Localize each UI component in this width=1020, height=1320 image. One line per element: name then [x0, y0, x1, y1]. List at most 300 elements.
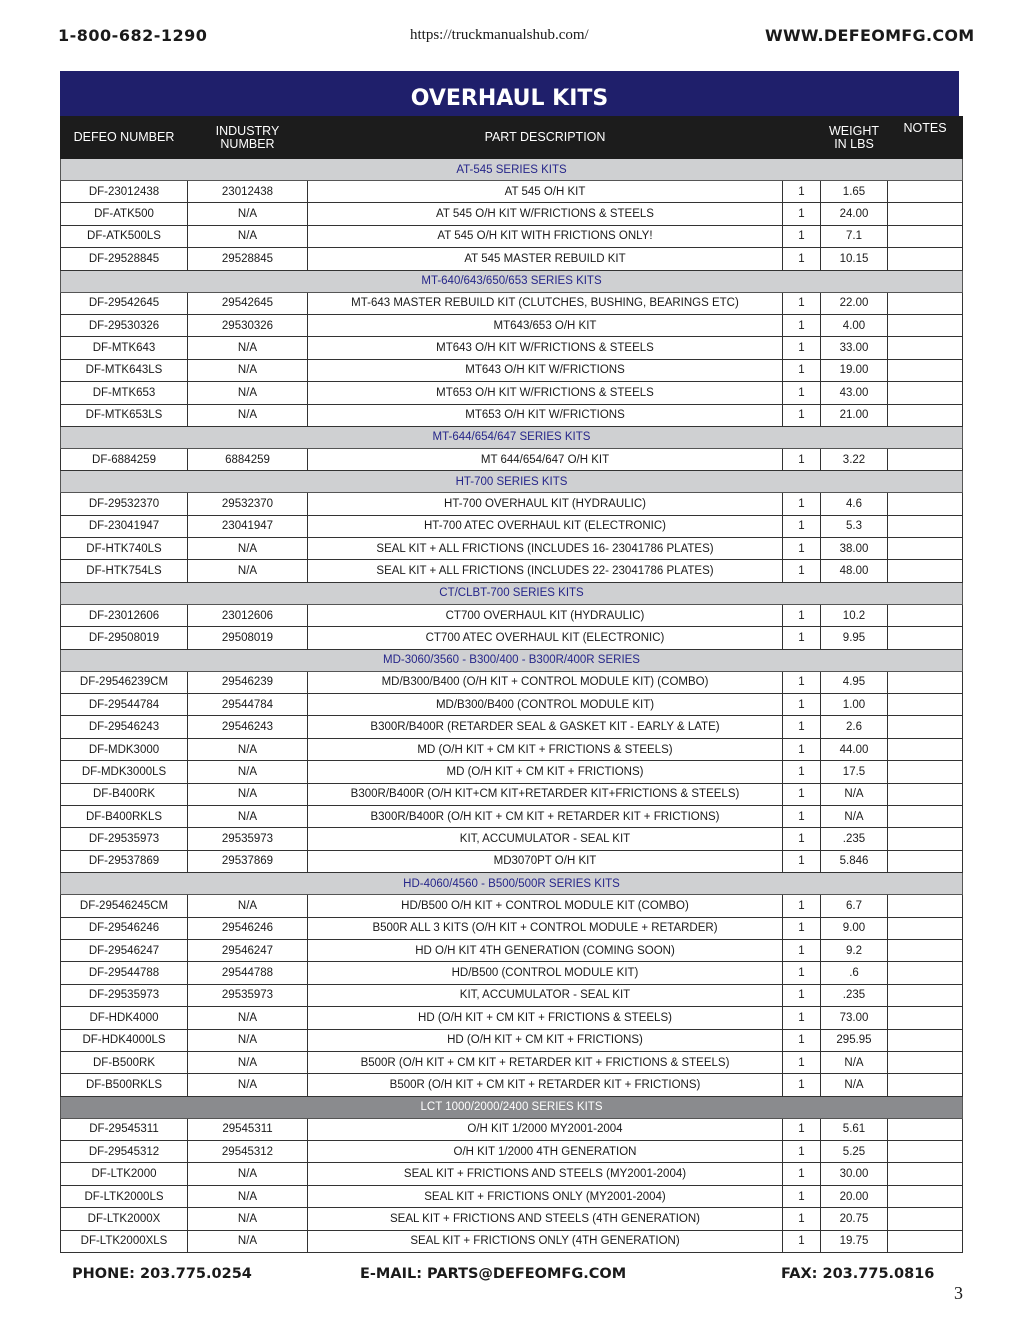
table-row	[61, 1118, 963, 1140]
weight-cell: 3.22	[821, 448, 888, 470]
table-row	[61, 694, 963, 716]
part-description-cell: B500R ALL 3 KITS (O/H KIT + CONTROL MODULE + RETARDER)	[308, 917, 783, 939]
part-description-cell: O/H KIT 1/2000 MY2001-2004	[308, 1118, 783, 1140]
defeo-number-cell: DF-HDK4000	[61, 1007, 188, 1029]
notes-cell	[888, 337, 963, 359]
part-description-cell: HD (O/H KIT + CM KIT + FRICTIONS & STEELS)	[308, 1007, 783, 1029]
industry-number-cell: N/A	[188, 359, 308, 381]
section-header-row	[61, 1096, 963, 1118]
weight-cell: 10.15	[821, 248, 888, 270]
table-row	[61, 761, 963, 783]
industry-number-cell: N/A	[188, 203, 308, 225]
part-description-cell: MT653 O/H KIT W/FRICTIONS & STEELS	[308, 382, 783, 404]
defeo-number-cell: DF-29542645	[61, 292, 188, 314]
defeo-number-cell: DF-23041947	[61, 515, 188, 537]
defeo-number-cell: DF-MTK653LS	[61, 404, 188, 426]
part-description-cell: MD/B300/B400 (O/H KIT + CONTROL MODULE KIT) (COMBO)	[308, 671, 783, 693]
notes-cell	[888, 1007, 963, 1029]
defeo-number-cell: DF-29532370	[61, 493, 188, 515]
table-row	[61, 1007, 963, 1029]
qty-cell: 1	[783, 716, 821, 738]
table-body	[61, 159, 963, 1253]
defeo-number-cell: DF-MDK3000	[61, 738, 188, 760]
qty-cell: 1	[783, 1185, 821, 1207]
notes-cell	[888, 538, 963, 560]
qty-cell: 1	[783, 225, 821, 247]
industry-number-cell: 29546239	[188, 671, 308, 693]
defeo-number-cell: DF-29546247	[61, 939, 188, 961]
notes-cell	[888, 783, 963, 805]
notes-cell	[888, 1208, 963, 1230]
part-description-cell: B500R (O/H KIT + CM KIT + RETARDER KIT + FRICTIONS & STEELS)	[308, 1051, 783, 1073]
part-description-cell: MT-643 MASTER REBUILD KIT (CLUTCHES, BUSHING, BEARINGS ETC)	[308, 292, 783, 314]
notes-cell	[888, 1141, 963, 1163]
part-description-cell: HD (O/H KIT + CM KIT + FRICTIONS)	[308, 1029, 783, 1051]
table-row	[61, 962, 963, 984]
weight-cell: 19.00	[821, 359, 888, 381]
section-title: HT-700 SERIES KITS	[61, 471, 963, 493]
notes-cell	[888, 1029, 963, 1051]
qty-cell: 1	[783, 828, 821, 850]
defeo-number-cell: DF-29544784	[61, 694, 188, 716]
qty-cell: 1	[783, 1230, 821, 1252]
weight-cell: 1.65	[821, 181, 888, 203]
notes-cell	[888, 604, 963, 626]
industry-number-cell: N/A	[188, 1185, 308, 1207]
industry-number-cell: N/A	[188, 1074, 308, 1096]
weight-cell: 5.846	[821, 850, 888, 872]
section-header-row	[61, 873, 963, 895]
defeo-number-cell: DF-6884259	[61, 448, 188, 470]
part-description-cell: MT643/653 O/H KIT	[308, 314, 783, 336]
qty-cell: 1	[783, 203, 821, 225]
qty-cell: 1	[783, 1074, 821, 1096]
table-row	[61, 359, 963, 381]
defeo-number-cell: DF-B500RK	[61, 1051, 188, 1073]
table-row	[61, 1230, 963, 1252]
defeo-number-cell: DF-MDK3000LS	[61, 761, 188, 783]
industry-number-cell: N/A	[188, 382, 308, 404]
industry-number-cell: N/A	[188, 1051, 308, 1073]
industry-number-cell: N/A	[188, 560, 308, 582]
table-row	[61, 1163, 963, 1185]
industry-number-cell: 23012438	[188, 181, 308, 203]
notes-cell	[888, 1185, 963, 1207]
defeo-number-cell: DF-MTK643	[61, 337, 188, 359]
industry-number-cell: N/A	[188, 1208, 308, 1230]
notes-cell	[888, 448, 963, 470]
weight-cell: 44.00	[821, 738, 888, 760]
col-header-weight	[821, 117, 888, 159]
section-title: HD-4060/4560 - B500/500R SERIES KITS	[61, 873, 963, 895]
weight-cell: N/A	[821, 783, 888, 805]
page-number: 3	[954, 1283, 963, 1303]
industry-number-cell: N/A	[188, 1029, 308, 1051]
qty-cell: 1	[783, 738, 821, 760]
table-row	[61, 1185, 963, 1207]
weight-cell: 4.00	[821, 314, 888, 336]
notes-cell	[888, 939, 963, 961]
notes-cell	[888, 359, 963, 381]
defeo-number-cell: DF-LTK2000	[61, 1163, 188, 1185]
table-row	[61, 671, 963, 693]
col-header-industry-line1: INDUSTRY	[215, 123, 280, 138]
table-row	[61, 627, 963, 649]
weight-cell: 20.00	[821, 1185, 888, 1207]
weight-cell: 2.6	[821, 716, 888, 738]
part-description-cell: MD3070PT O/H KIT	[308, 850, 783, 872]
industry-number-cell: N/A	[188, 538, 308, 560]
part-description-cell: HD/B500 (CONTROL MODULE KIT)	[308, 962, 783, 984]
table-row	[61, 404, 963, 426]
table-row	[61, 716, 963, 738]
notes-cell	[888, 1074, 963, 1096]
industry-number-cell: 29544788	[188, 962, 308, 984]
header-website[interactable]: WWW.DEFEOMFG.COM	[765, 26, 975, 45]
weight-cell: 5.61	[821, 1118, 888, 1140]
industry-number-cell: 6884259	[188, 448, 308, 470]
table-row	[61, 917, 963, 939]
table-header-row	[61, 117, 963, 159]
part-description-cell: HD/B500 O/H KIT + CONTROL MODULE KIT (COMBO)	[308, 895, 783, 917]
section-header-row	[61, 159, 963, 181]
qty-cell: 1	[783, 314, 821, 336]
notes-cell	[888, 917, 963, 939]
notes-cell	[888, 962, 963, 984]
industry-number-cell: N/A	[188, 738, 308, 760]
table-row	[61, 314, 963, 336]
weight-cell: 73.00	[821, 1007, 888, 1029]
part-description-cell: MT653 O/H KIT W/FRICTIONS	[308, 404, 783, 426]
weight-cell: 38.00	[821, 538, 888, 560]
qty-cell: 1	[783, 1118, 821, 1140]
notes-cell	[888, 560, 963, 582]
table-row	[61, 783, 963, 805]
notes-cell	[888, 1118, 963, 1140]
industry-number-cell: 29530326	[188, 314, 308, 336]
notes-cell	[888, 1230, 963, 1252]
industry-number-cell: 29544784	[188, 694, 308, 716]
section-title: LCT 1000/2000/2400 SERIES KITS	[61, 1096, 963, 1118]
table-row	[61, 738, 963, 760]
notes-cell	[888, 761, 963, 783]
part-description-cell: AT 545 O/H KIT	[308, 181, 783, 203]
weight-cell: 7.1	[821, 225, 888, 247]
table-row	[61, 1074, 963, 1096]
part-description-cell: HT-700 OVERHAUL KIT (HYDRAULIC)	[308, 493, 783, 515]
qty-cell: 1	[783, 783, 821, 805]
notes-cell	[888, 314, 963, 336]
qty-cell: 1	[783, 895, 821, 917]
qty-cell: 1	[783, 248, 821, 270]
industry-number-cell: N/A	[188, 1007, 308, 1029]
part-description-cell: CT700 ATEC OVERHAUL KIT (ELECTRONIC)	[308, 627, 783, 649]
table-row	[61, 1051, 963, 1073]
weight-cell: 5.25	[821, 1141, 888, 1163]
weight-cell: 9.2	[821, 939, 888, 961]
part-description-cell: KIT, ACCUMULATOR - SEAL KIT	[308, 828, 783, 850]
defeo-number-cell: DF-B400RKLS	[61, 805, 188, 827]
section-title: MT-644/654/647 SERIES KITS	[61, 426, 963, 448]
notes-cell	[888, 404, 963, 426]
notes-cell	[888, 738, 963, 760]
defeo-number-cell: DF-29544788	[61, 962, 188, 984]
notes-cell	[888, 1051, 963, 1073]
page-title: OVERHAUL KITS	[60, 71, 959, 117]
defeo-number-cell: DF-HTK740LS	[61, 538, 188, 560]
part-description-cell: MD (O/H KIT + CM KIT + FRICTIONS)	[308, 761, 783, 783]
part-description-cell: MD/B300/B400 (CONTROL MODULE KIT)	[308, 694, 783, 716]
part-description-cell: HD O/H KIT 4TH GENERATION (COMING SOON)	[308, 939, 783, 961]
qty-cell: 1	[783, 1051, 821, 1073]
section-title: MT-640/643/650/653 SERIES KITS	[61, 270, 963, 292]
qty-cell: 1	[783, 493, 821, 515]
industry-number-cell: 29546247	[188, 939, 308, 961]
notes-cell	[888, 627, 963, 649]
section-title: CT/CLBT-700 SERIES KITS	[61, 582, 963, 604]
part-description-cell: MT643 O/H KIT W/FRICTIONS	[308, 359, 783, 381]
weight-cell: 48.00	[821, 560, 888, 582]
defeo-number-cell: DF-HDK4000LS	[61, 1029, 188, 1051]
footer-phone: PHONE: 203.775.0254	[72, 1266, 252, 1282]
col-header-industry-line2: NUMBER	[220, 136, 275, 151]
weight-cell: 30.00	[821, 1163, 888, 1185]
notes-cell	[888, 850, 963, 872]
table-row	[61, 292, 963, 314]
industry-number-cell: 23041947	[188, 515, 308, 537]
notes-cell	[888, 292, 963, 314]
page-footer	[0, 1266, 1020, 1286]
qty-cell: 1	[783, 694, 821, 716]
section-header-row	[61, 270, 963, 292]
col-header-qty	[783, 117, 821, 159]
header-phone: 1-800-682-1290	[58, 26, 208, 45]
defeo-number-cell: DF-ATK500LS	[61, 225, 188, 247]
defeo-number-cell: DF-29528845	[61, 248, 188, 270]
defeo-number-cell: DF-MTK643LS	[61, 359, 188, 381]
notes-cell	[888, 493, 963, 515]
notes-cell	[888, 694, 963, 716]
industry-number-cell: 23012606	[188, 604, 308, 626]
defeo-number-cell: DF-23012438	[61, 181, 188, 203]
weight-cell: 24.00	[821, 203, 888, 225]
table-row	[61, 984, 963, 1006]
qty-cell: 1	[783, 984, 821, 1006]
table-row	[61, 382, 963, 404]
weight-cell: 19.75	[821, 1230, 888, 1252]
industry-number-cell: 29545311	[188, 1118, 308, 1140]
qty-cell: 1	[783, 337, 821, 359]
defeo-number-cell: DF-B400RK	[61, 783, 188, 805]
weight-cell: N/A	[821, 1074, 888, 1096]
table-row	[61, 203, 963, 225]
page-header	[0, 26, 1020, 50]
table-row	[61, 448, 963, 470]
part-description-cell: AT 545 MASTER REBUILD KIT	[308, 248, 783, 270]
table-row	[61, 493, 963, 515]
industry-number-cell: N/A	[188, 1163, 308, 1185]
footer-email[interactable]: E-MAIL: PARTS@DEFEOMFG.COM	[360, 1266, 627, 1282]
qty-cell: 1	[783, 850, 821, 872]
table-row	[61, 828, 963, 850]
qty-cell: 1	[783, 671, 821, 693]
qty-cell: 1	[783, 1141, 821, 1163]
industry-number-cell: N/A	[188, 337, 308, 359]
section-header-row	[61, 471, 963, 493]
qty-cell: 1	[783, 359, 821, 381]
qty-cell: 1	[783, 805, 821, 827]
weight-cell: 4.6	[821, 493, 888, 515]
col-header-part-description: PART DESCRIPTION	[308, 117, 783, 159]
weight-cell: N/A	[821, 805, 888, 827]
table-row	[61, 337, 963, 359]
qty-cell: 1	[783, 1163, 821, 1185]
table-row	[61, 1208, 963, 1230]
defeo-number-cell: DF-29546245CM	[61, 895, 188, 917]
weight-cell: 5.3	[821, 515, 888, 537]
qty-cell: 1	[783, 761, 821, 783]
industry-number-cell: N/A	[188, 783, 308, 805]
industry-number-cell: 29545312	[188, 1141, 308, 1163]
industry-number-cell: N/A	[188, 895, 308, 917]
notes-cell	[888, 1163, 963, 1185]
qty-cell: 1	[783, 1007, 821, 1029]
defeo-number-cell: DF-HTK754LS	[61, 560, 188, 582]
table-row	[61, 538, 963, 560]
table-row	[61, 225, 963, 247]
qty-cell: 1	[783, 515, 821, 537]
weight-cell: 21.00	[821, 404, 888, 426]
notes-cell	[888, 716, 963, 738]
table-row	[61, 248, 963, 270]
defeo-number-cell: DF-MTK653	[61, 382, 188, 404]
industry-number-cell: N/A	[188, 761, 308, 783]
industry-number-cell: N/A	[188, 225, 308, 247]
table-row	[61, 1141, 963, 1163]
qty-cell: 1	[783, 604, 821, 626]
industry-number-cell: N/A	[188, 805, 308, 827]
part-description-cell: SEAL KIT + ALL FRICTIONS (INCLUDES 16- 23041786 PLATES)	[308, 538, 783, 560]
qty-cell: 1	[783, 560, 821, 582]
col-header-industry-number	[188, 117, 308, 159]
table-row	[61, 604, 963, 626]
part-description-cell: B300R/B400R (O/H KIT + CM KIT + RETARDER KIT + FRICTIONS)	[308, 805, 783, 827]
weight-cell: N/A	[821, 1051, 888, 1073]
defeo-number-cell: DF-29530326	[61, 314, 188, 336]
defeo-number-cell: DF-LTK2000X	[61, 1208, 188, 1230]
industry-number-cell: 29528845	[188, 248, 308, 270]
section-header-row	[61, 582, 963, 604]
section-header-row	[61, 649, 963, 671]
industry-number-cell: 29535973	[188, 984, 308, 1006]
part-description-cell: B300R/B400R (O/H KIT+CM KIT+RETARDER KIT+FRICTIONS & STEELS)	[308, 783, 783, 805]
defeo-number-cell: DF-29508019	[61, 627, 188, 649]
industry-number-cell: 29546243	[188, 716, 308, 738]
table-row	[61, 939, 963, 961]
notes-cell	[888, 203, 963, 225]
section-title: MD-3060/3560 - B300/400 - B300R/400R SERIES	[61, 649, 963, 671]
section-title: AT-545 SERIES KITS	[61, 159, 963, 181]
defeo-number-cell: DF-23012606	[61, 604, 188, 626]
weight-cell: 33.00	[821, 337, 888, 359]
qty-cell: 1	[783, 627, 821, 649]
weight-cell: 22.00	[821, 292, 888, 314]
industry-number-cell: 29542645	[188, 292, 308, 314]
table-row	[61, 560, 963, 582]
notes-cell	[888, 515, 963, 537]
notes-cell	[888, 248, 963, 270]
industry-number-cell: N/A	[188, 404, 308, 426]
notes-cell	[888, 984, 963, 1006]
weight-cell: 10.2	[821, 604, 888, 626]
part-description-cell: HT-700 ATEC OVERHAUL KIT (ELECTRONIC)	[308, 515, 783, 537]
defeo-number-cell: DF-LTK2000LS	[61, 1185, 188, 1207]
part-description-cell: SEAL KIT + FRICTIONS ONLY (MY2001-2004)	[308, 1185, 783, 1207]
notes-cell	[888, 828, 963, 850]
weight-cell: 17.5	[821, 761, 888, 783]
qty-cell: 1	[783, 181, 821, 203]
qty-cell: 1	[783, 917, 821, 939]
part-description-cell: MT643 O/H KIT W/FRICTIONS & STEELS	[308, 337, 783, 359]
qty-cell: 1	[783, 538, 821, 560]
col-header-weight-line1: WEIGHT	[829, 123, 879, 138]
part-description-cell: AT 545 O/H KIT WITH FRICTIONS ONLY!	[308, 225, 783, 247]
part-description-cell: SEAL KIT + FRICTIONS ONLY (4TH GENERATION)	[308, 1230, 783, 1252]
defeo-number-cell: DF-29545311	[61, 1118, 188, 1140]
overhaul-kits-table	[60, 116, 963, 1253]
col-header-notes: NOTES	[888, 117, 963, 159]
defeo-number-cell: DF-B500RKLS	[61, 1074, 188, 1096]
header-url[interactable]: https://truckmanualshub.com/	[410, 27, 589, 43]
industry-number-cell: 29535973	[188, 828, 308, 850]
weight-cell: 43.00	[821, 382, 888, 404]
notes-cell	[888, 671, 963, 693]
notes-cell	[888, 805, 963, 827]
part-description-cell: KIT, ACCUMULATOR - SEAL KIT	[308, 984, 783, 1006]
defeo-number-cell: DF-29546246	[61, 917, 188, 939]
part-description-cell: SEAL KIT + ALL FRICTIONS (INCLUDES 22- 23041786 PLATES)	[308, 560, 783, 582]
part-description-cell: SEAL KIT + FRICTIONS AND STEELS (MY2001-2004)	[308, 1163, 783, 1185]
notes-cell	[888, 895, 963, 917]
industry-number-cell: N/A	[188, 1230, 308, 1252]
weight-cell: 9.00	[821, 917, 888, 939]
industry-number-cell: 29546246	[188, 917, 308, 939]
weight-cell: .6	[821, 962, 888, 984]
weight-cell: .235	[821, 828, 888, 850]
weight-cell: 295.95	[821, 1029, 888, 1051]
qty-cell: 1	[783, 292, 821, 314]
table-row	[61, 850, 963, 872]
defeo-number-cell: DF-29535973	[61, 828, 188, 850]
defeo-number-cell: DF-29537869	[61, 850, 188, 872]
qty-cell: 1	[783, 1208, 821, 1230]
part-description-cell: SEAL KIT + FRICTIONS AND STEELS (4TH GENERATION)	[308, 1208, 783, 1230]
defeo-number-cell: DF-29546243	[61, 716, 188, 738]
weight-cell: 20.75	[821, 1208, 888, 1230]
qty-cell: 1	[783, 939, 821, 961]
industry-number-cell: 29537869	[188, 850, 308, 872]
defeo-number-cell: DF-29545312	[61, 1141, 188, 1163]
defeo-number-cell: DF-29535973	[61, 984, 188, 1006]
table-row	[61, 181, 963, 203]
table-row	[61, 805, 963, 827]
part-description-cell: MD (O/H KIT + CM KIT + FRICTIONS & STEELS)	[308, 738, 783, 760]
qty-cell: 1	[783, 404, 821, 426]
qty-cell: 1	[783, 448, 821, 470]
table-row	[61, 515, 963, 537]
qty-cell: 1	[783, 382, 821, 404]
part-description-cell: CT700 OVERHAUL KIT (HYDRAULIC)	[308, 604, 783, 626]
